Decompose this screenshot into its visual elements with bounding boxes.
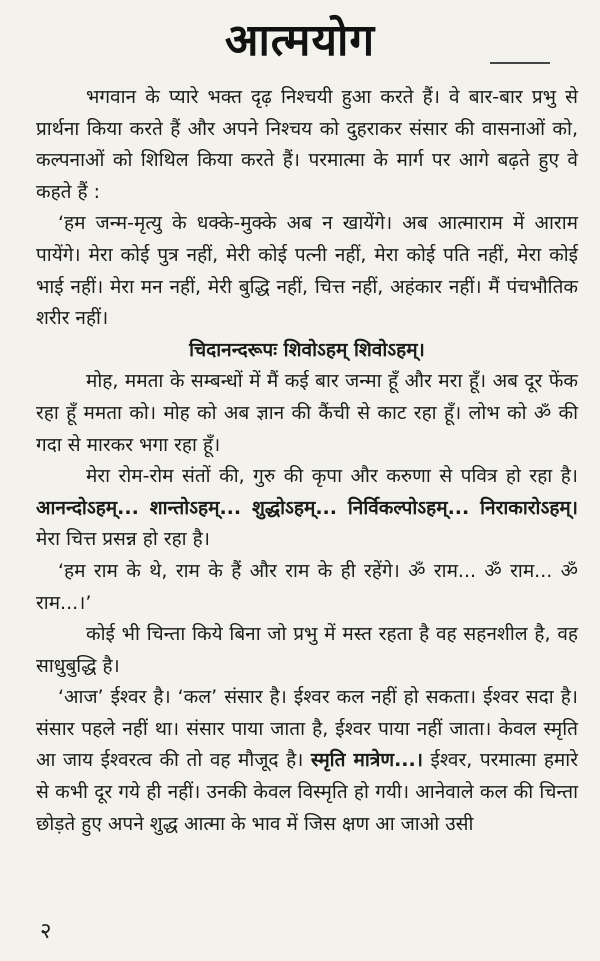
paragraph-7 <box>36 682 578 840</box>
page-number: २ <box>40 919 52 944</box>
page-title: आत्मयोग <box>224 15 376 66</box>
paragraph-5: ‘हम राम के थे, राम के हैं और राम के ही रहेंगे। ॐ राम... ॐ राम... ॐ राम...।’ <box>36 559 578 614</box>
paragraph-4-mantra: आनन्दोऽहम्... शान्तोऽहम्... शुद्धोऽहम्... निर्विकल्पोऽहम्... निराकारोऽहम्। <box>36 496 578 519</box>
paragraph-3: मोह, ममता के सम्बन्धों में मैं कई बार जन्मा हूँ और मरा हूँ। अब दूर फेंक रहा हूँ ममता को। मोह को अब ज्ञान की कैंची से काट रहा हूँ। लोभ को ॐ की गदा से मारकर भगा रहा हूँ। <box>36 370 578 456</box>
paragraph-1: भगवान के प्यारे भक्त दृढ़ निश्चयी हुआ करते हैं। वे बार-बार प्रभु से प्रार्थना किया करते हैं और अपने निश्चय को दुहराकर संसार की वासनाओं को, कल्पनाओं को शिथिल किया करते हैं। परमात्मा के मार्ग पर आगे बढ़ते हुए वे कहते हैं : <box>36 86 578 203</box>
paragraph-7-sanskrit: स्मृति मात्रेण...। <box>310 749 423 772</box>
centered-mantra: चिदानन्दरूपः शिवोऽहम् शिवोऽहम्। <box>189 338 425 361</box>
paragraph-7-text: ‘आज’ ईश्वर है। ‘कल’ संसार है। ईश्वर कल नहीं हो सकता। ईश्वर सदा है। संसार पहले नहीं था। संसार पाया जाता है, ईश्वर पाया नहीं जाता। केवल स्मृति आ जाय ईश्वरत्व की तो वह मौजूद है। <box>36 686 578 772</box>
paragraph-7-end: ईश्वर, परमात्मा हमारे से कभी दूर गये ही नहीं। उनकी केवल विस्मृति हो गयी। आनेवाले कल की चिन्ता छोड़ते हुए अपने शुद्ध आत्मा के भाव में जिस क्षण आ जाओ उसी <box>36 749 578 835</box>
paragraph-4 <box>36 461 578 556</box>
paragraph-6: कोई भी चिन्ता किये बिना जो प्रभु में मस्त रहता है वह सहनशील है, वह साधुबुद्धि है। <box>36 623 578 677</box>
page-body <box>36 82 578 840</box>
paragraph-2: ‘हम जन्म-मृत्यु के धक्के-मुक्के अब न खायेंगे। अब आत्माराम में आराम पायेंगे। मेरा कोई पुत्र नहीं, मेरी कोई पत्नी नहीं, मेरा कोई पति नहीं, मेरा कोई भाई नहीं। मेरा मन नहीं, मेरी बुद्धि नहीं, चित्त नहीं, अहंकार नहीं। मैं पंचभौतिक शरीर नहीं। <box>36 212 578 330</box>
paragraph-4-text: मेरा रोम-रोम संतों की, गुरु की कृपा और करुणा से पवित्र हो रहा है। <box>86 465 578 488</box>
paragraph-4-end: मेरा चित्त प्रसन्न हो रहा है। <box>36 528 210 551</box>
title-divider <box>490 62 550 64</box>
